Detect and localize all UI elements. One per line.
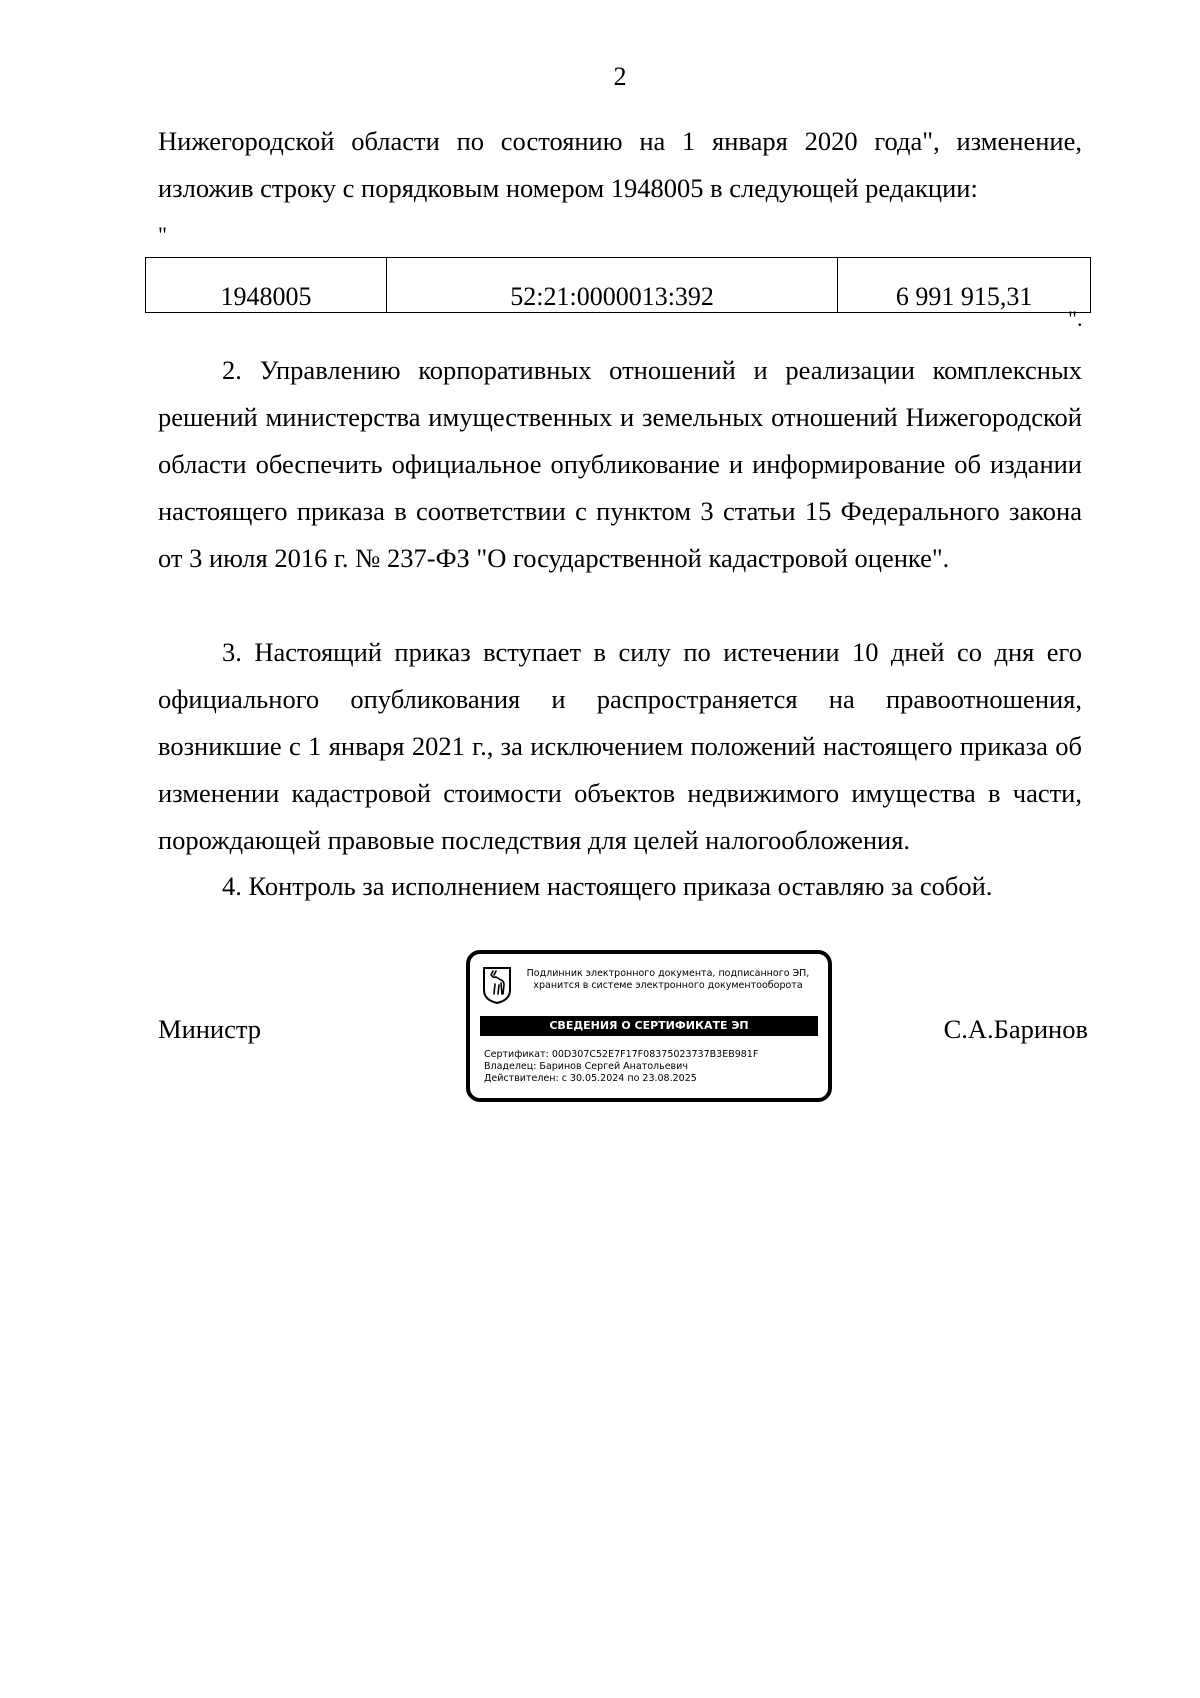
intro-line-1: Нижегородской области по состоянию на 1 января 2020 года", изменение, [158,126,1082,156]
paragraph-2: 2. Управлению корпоративных отношений и реализации комплексных решений министерства имущественных и земельных отношений Нижегородской области обеспечить официальное опубликование и информирование об издании настоящего приказа в соответствии с пунктом 3 статьи 15 Федерального закона от 3 июля 2016 г. № 237-ФЗ "О государственной кадастровой оценке". [158,355,1082,573]
stamp-header [518,968,818,992]
cadastral-value-cell: 6 991 915,31 [838,258,1091,313]
signatory-position: Министр [158,1014,262,1044]
electronic-signature-stamp [466,950,832,1102]
paragraph-3: 3. Настоящий приказ вступает в силу по истечении 10 дней со дня его официального опубликования и распространяется на правоотношения, возникшие с 1 января 2021 г., за исключением положений настоящего приказа об изменении кадастровой стоимости объектов недвижимого имущества в части, порождающей правовые последствия для целей налогообложения. [158,637,1082,855]
certificate-owner: Владелец: Баринов Сергей Анатольевич [484,1061,688,1072]
row-number-cell: 1948005 [146,258,387,313]
certificate-number: Сертификат: 00D307C52E7F17F08375023737B3EB981F [484,1049,759,1060]
intro-line-2: изложив строку с порядковым номером 1948005 в следующей редакции: [158,173,978,203]
stamp-title: СВЕДЕНИЯ О СЕРТИФИКАТЕ ЭП [480,1016,818,1036]
table-row [146,258,1091,313]
intro-paragraph [158,118,1082,212]
stamp-header-line-2: хранится в системе электронного документооборота [533,980,803,991]
stamp-header-line-1: Подлинник электронного документа, подписанного ЭП, [526,968,810,979]
paragraph-4: 4. Контроль за исполнением настоящего приказа оставляю за собой. [222,871,993,901]
page-number: 2 [613,62,627,91]
cadastral-number-cell: 52:21:0000013:392 [386,258,837,313]
cadastral-table [145,257,1091,313]
opening-quote: " [158,222,167,247]
signatory-name: С.А.Баринов [943,1014,1088,1044]
certificate-validity: Действителен: с 30.05.2024 по 23.08.2025 [484,1073,697,1084]
coat-of-arms-icon [482,966,512,1004]
closing-quote: ". [1068,306,1083,331]
certificate-details [484,1049,824,1085]
